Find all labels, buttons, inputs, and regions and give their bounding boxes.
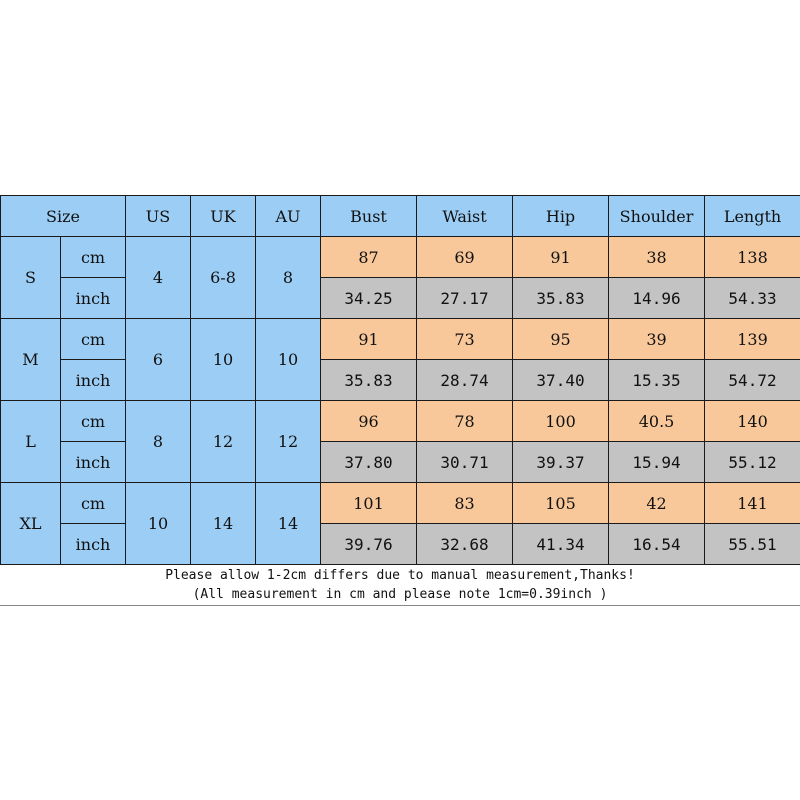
us-size: 6	[126, 319, 191, 401]
length-inch: 54.72	[705, 360, 800, 401]
shoulder-cm: 39	[609, 319, 705, 360]
shoulder-cm: 42	[609, 483, 705, 524]
au-size: 10	[256, 319, 321, 401]
hip-cm: 95	[513, 319, 609, 360]
waist-inch: 30.71	[417, 442, 513, 483]
header-hip: Hip	[513, 196, 609, 237]
hip-cm: 105	[513, 483, 609, 524]
length-inch: 54.33	[705, 278, 800, 319]
us-size: 4	[126, 237, 191, 319]
table-row	[1, 319, 800, 360]
unit-label: cm	[61, 483, 126, 524]
bust-cm: 96	[321, 401, 417, 442]
bust-inch: 35.83	[321, 360, 417, 401]
uk-size: 14	[191, 483, 256, 565]
header-au: AU	[256, 196, 321, 237]
hip-inch: 35.83	[513, 278, 609, 319]
unit-label: inch	[61, 278, 126, 319]
shoulder-cm: 40.5	[609, 401, 705, 442]
uk-size: 10	[191, 319, 256, 401]
uk-size: 12	[191, 401, 256, 483]
shoulder-inch: 16.54	[609, 524, 705, 565]
header-length: Length	[705, 196, 800, 237]
bust-inch: 34.25	[321, 278, 417, 319]
table-row	[1, 524, 800, 565]
size-table	[0, 195, 800, 565]
bust-cm: 101	[321, 483, 417, 524]
us-size: 10	[126, 483, 191, 565]
table-row	[1, 442, 800, 483]
au-size: 8	[256, 237, 321, 319]
waist-cm: 78	[417, 401, 513, 442]
size-label: L	[1, 401, 61, 483]
shoulder-inch: 14.96	[609, 278, 705, 319]
shoulder-inch: 15.94	[609, 442, 705, 483]
header-uk: UK	[191, 196, 256, 237]
table-row	[1, 483, 800, 524]
unit-label: inch	[61, 360, 126, 401]
size-label: S	[1, 237, 61, 319]
header-size: Size	[1, 196, 126, 237]
bust-cm: 91	[321, 319, 417, 360]
hip-cm: 100	[513, 401, 609, 442]
hip-inch: 39.37	[513, 442, 609, 483]
measurement-notes	[0, 566, 800, 604]
shoulder-cm: 38	[609, 237, 705, 278]
header-bust: Bust	[321, 196, 417, 237]
hip-inch: 37.40	[513, 360, 609, 401]
size-chart	[0, 195, 800, 565]
waist-inch: 32.68	[417, 524, 513, 565]
header-row	[1, 196, 800, 237]
uk-size: 6-8	[191, 237, 256, 319]
waist-cm: 69	[417, 237, 513, 278]
au-size: 12	[256, 401, 321, 483]
unit-label: cm	[61, 401, 126, 442]
size-label: M	[1, 319, 61, 401]
length-cm: 140	[705, 401, 800, 442]
note-line-1: Please allow 1-2cm differs due to manual measurement,Thanks!	[165, 568, 635, 583]
bottom-divider	[0, 605, 800, 606]
length-inch: 55.51	[705, 524, 800, 565]
waist-cm: 73	[417, 319, 513, 360]
header-waist: Waist	[417, 196, 513, 237]
unit-label: cm	[61, 237, 126, 278]
bust-cm: 87	[321, 237, 417, 278]
hip-cm: 91	[513, 237, 609, 278]
length-cm: 138	[705, 237, 800, 278]
waist-inch: 27.17	[417, 278, 513, 319]
us-size: 8	[126, 401, 191, 483]
header-us: US	[126, 196, 191, 237]
unit-label: inch	[61, 524, 126, 565]
bust-inch: 39.76	[321, 524, 417, 565]
table-row	[1, 401, 800, 442]
header-shoulder: Shoulder	[609, 196, 705, 237]
waist-inch: 28.74	[417, 360, 513, 401]
table-row	[1, 237, 800, 278]
length-inch: 55.12	[705, 442, 800, 483]
size-label: XL	[1, 483, 61, 565]
table-row	[1, 278, 800, 319]
table-row	[1, 360, 800, 401]
note-line-2: (All measurement in cm and please note 1cm=0.39inch )	[192, 587, 608, 602]
shoulder-inch: 15.35	[609, 360, 705, 401]
bust-inch: 37.80	[321, 442, 417, 483]
unit-label: cm	[61, 319, 126, 360]
length-cm: 141	[705, 483, 800, 524]
waist-cm: 83	[417, 483, 513, 524]
unit-label: inch	[61, 442, 126, 483]
hip-inch: 41.34	[513, 524, 609, 565]
length-cm: 139	[705, 319, 800, 360]
au-size: 14	[256, 483, 321, 565]
